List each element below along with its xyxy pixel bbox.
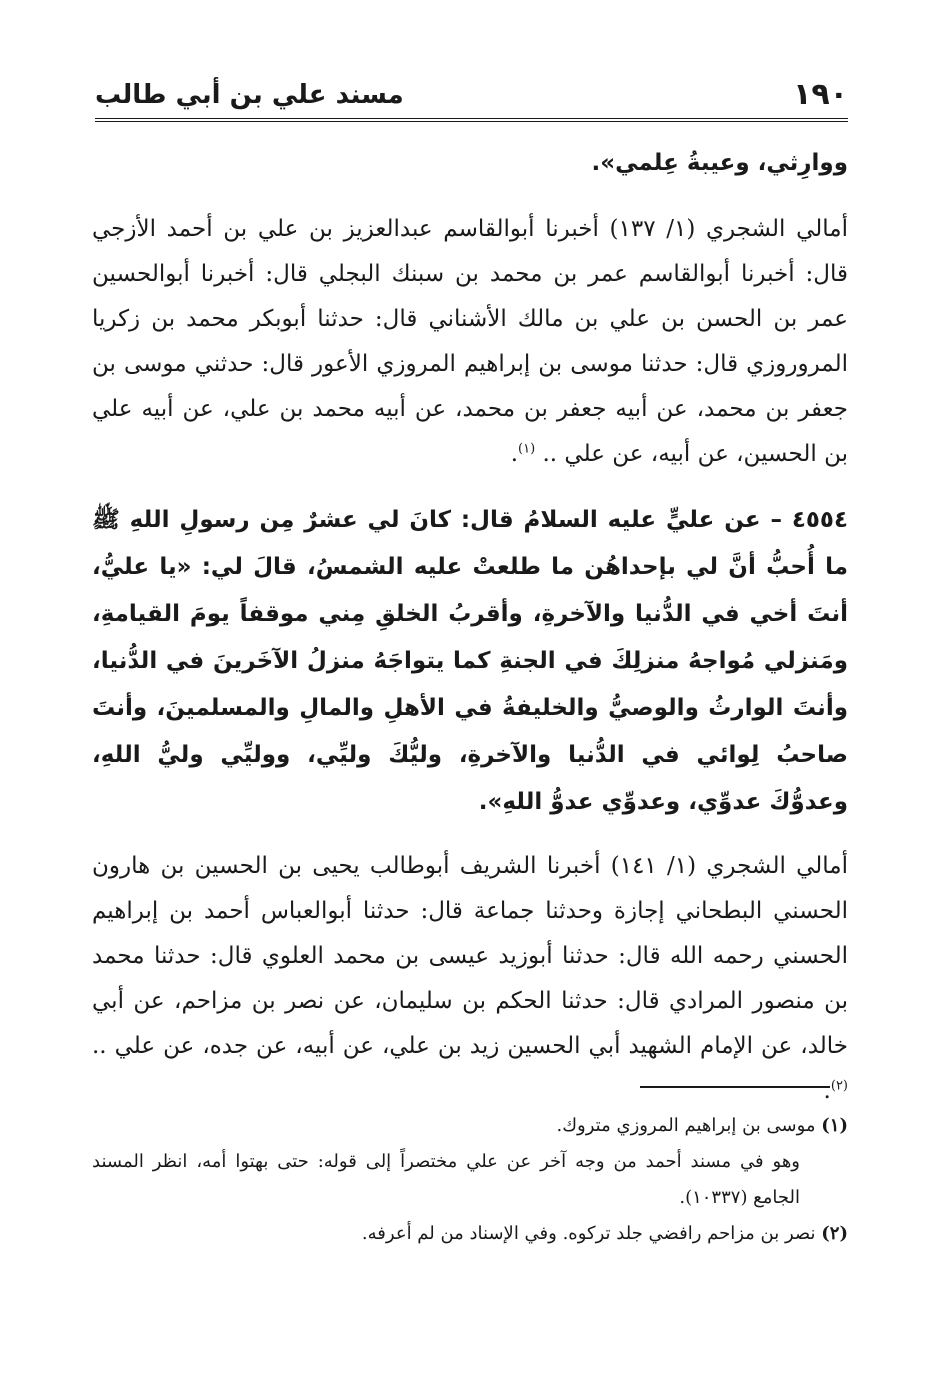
footnote-separator <box>640 1086 830 1088</box>
footnote-2-text: نصر بن مزاحم رافضي جلد تركوه. وفي الإسناد من لم أعرفه. <box>361 1223 816 1244</box>
header-rule <box>95 118 848 122</box>
isnad-paragraph-2 <box>92 844 848 1114</box>
page-number: ١٩٠ <box>793 77 848 112</box>
isnad-end-period-2: . <box>823 1078 831 1104</box>
footnote-1-text: موسى بن إبراهيم المروزي متروك. <box>556 1115 816 1136</box>
footnotes <box>92 1108 848 1252</box>
footnote-2-number: (٢) <box>821 1223 848 1244</box>
footnote-2 <box>92 1216 848 1252</box>
page-header <box>95 78 848 118</box>
footnote-1-continuation: وهو في مسند أحمد من وجه آخر عن علي مختصراً إلى قوله: حتى بهتوا أمه، انظر المسند الجامع (١٠٣٣٧). <box>92 1151 800 1208</box>
isnad-text-1: أمالي الشجري (١/ ١٣٧) أخبرنا أبوالقاسم عبدالعزيز بن علي بن أحمد الأزجي قال: أخبرنا أبوالقاسم عمر بن محمد بن سبنك البجلي قال: أخبرنا أبوالحسين عمر بن الحسن بن علي بن مالك الأشناني قال: حدثنا أبوبكر محمد بن زكريا المروروزي قال: حدثنا موسى بن إبراهيم المروزي الأعور قال: حدثني موسى بن جعفر بن محمد، عن أبيه جعفر بن محمد، عن أبيه محمد بن علي، عن أبيه علي بن الحسين، عن أبيه، عن علي .. <box>92 216 849 467</box>
hadith-4554: ٤٥٥٤ – عن عليٍّ عليه السلامُ قال: كانَ لي عشرٌ مِن رسولِ اللهِ ﷺ ما أُحبُّ أنَّ لي بإحداهُن ما طلعتْ عليه الشمسُ، قالَ لي: «يا عليُّ، أنتَ أخي في الدُّنيا والآخرةِ، وأقربُ الخلقِ مِني موقفاً يومَ القيامةِ، ومَنزلي مُواجهُ منزلِكَ في الجنةِ كما يتواجَهُ منزلُ الآخَرينَ في الدُّنيا، وأنتَ الوارثُ والوصيُّ والخليفةُ في الأهلِ والمالِ والمسلمينَ، وأنتَ صاحبُ لِوائي في الدُّنيا والآخرةِ، وليُّكَ وليِّي، ووليِّي وليُّ اللهِ، وعدوُّكَ عدوِّي، وعدوِّي عدوُّ اللهِ». <box>92 507 848 815</box>
footnote-1-number: (١) <box>821 1115 848 1136</box>
footnote-ref-2[interactable]: (٢) <box>830 1078 848 1094</box>
footnote-ref-1[interactable]: (١) <box>518 441 536 457</box>
isnad-paragraph-1 <box>92 207 848 477</box>
isnad-end-period-1: . <box>510 441 519 467</box>
main-text <box>92 140 848 1114</box>
footnote-1 <box>92 1108 848 1144</box>
hadith-text-continuation: ووارِثي، وعيبةُ عِلمي». <box>591 150 848 176</box>
running-title: مسند علي بن أبي طالب <box>95 80 404 110</box>
isnad-text-2: أمالي الشجري (١/ ١٤١) أخبرنا الشريف أبوطالب يحيى بن الحسين بن هارون الحسني البطحاني إجازة وحدثنا جماعة قال: حدثنا أبوالعباس أحمد بن إبراهيم الحسني رحمه الله قال: حدثنا أبوزيد عيسى بن محمد العلوي قال: حدثنا محمد بن منصور المرادي قال: حدثنا الحكم بن سليمان، عن نصر بن مزاحم، عن أبي خالد، عن الإمام الشهيد أبي الحسين زيد بن علي، عن أبيه، عن جده، عن علي .. <box>92 853 848 1059</box>
